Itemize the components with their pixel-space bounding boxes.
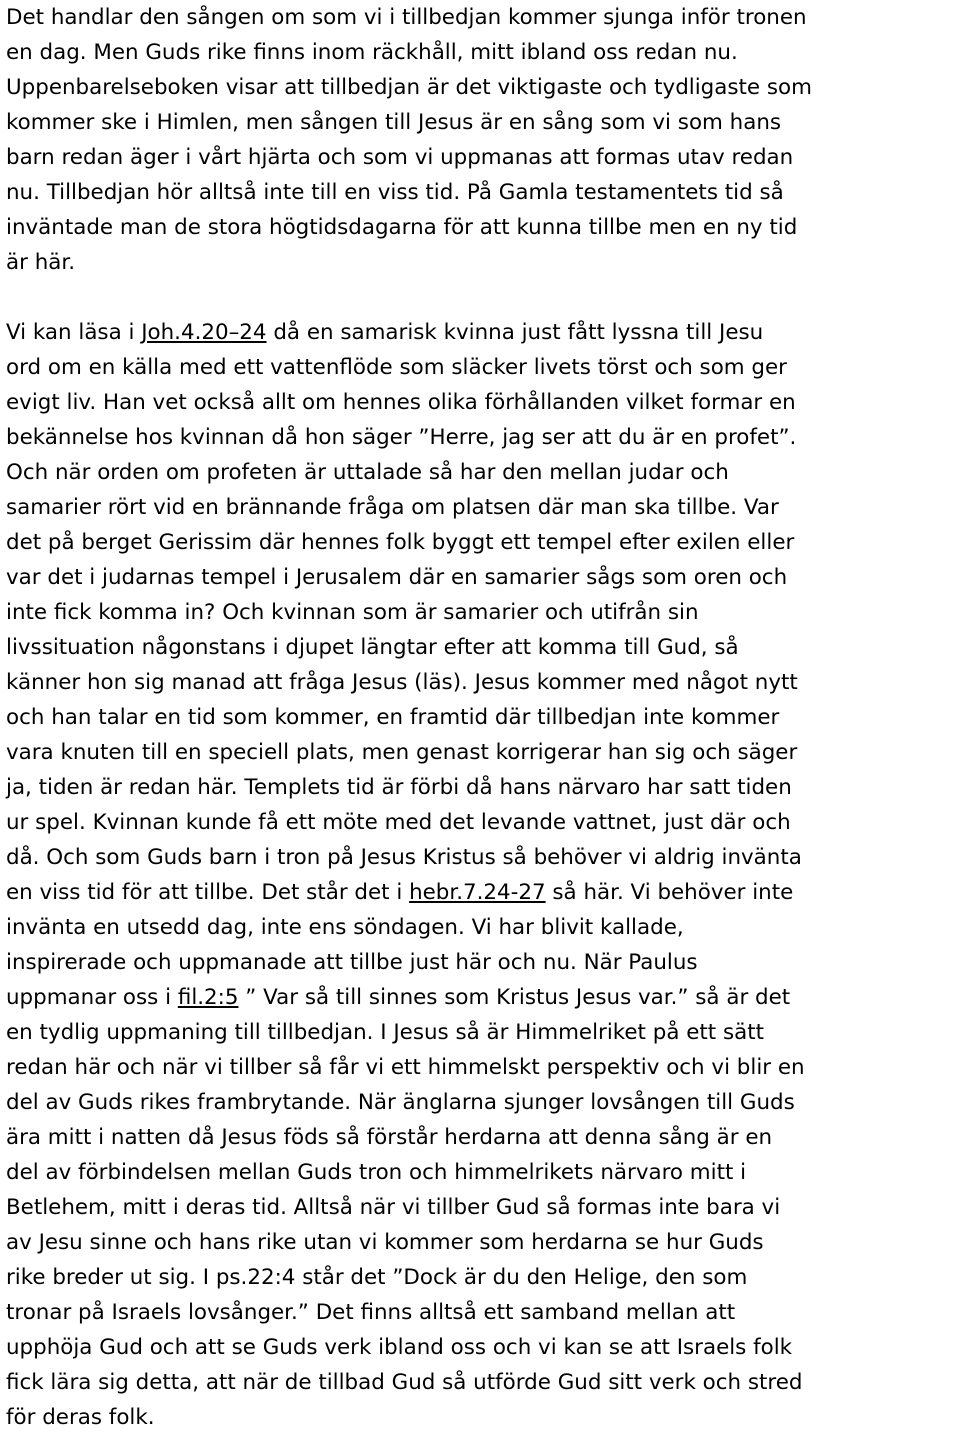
paragraph xyxy=(6,315,956,1435)
text-line xyxy=(6,35,956,70)
text-line xyxy=(6,210,956,245)
text-line xyxy=(6,805,956,840)
text-line xyxy=(6,1295,956,1330)
text-line xyxy=(6,980,956,1015)
bible-reference-link[interactable]: Joh.4.20–24 xyxy=(141,320,267,345)
text-line xyxy=(6,385,956,420)
text-segment: nu. Tillbedjan hör alltså inte till en viss tid. På Gamla testamentets tid så xyxy=(6,180,784,205)
text-line xyxy=(6,1015,956,1050)
text-segment: en tydlig uppmaning till tillbedjan. I Jesus så är Himmelriket på ett sätt xyxy=(6,1020,764,1045)
text-line xyxy=(6,700,956,735)
text-segment: så här. Vi behöver inte xyxy=(545,880,794,905)
text-segment: invänta en utsedd dag, inte ens söndagen. Vi har blivit kallade, xyxy=(6,915,684,940)
text-line xyxy=(6,1225,956,1260)
text-line xyxy=(6,910,956,945)
text-segment: Och när orden om profeten är uttalade så har den mellan judar och xyxy=(6,460,729,485)
text-line xyxy=(6,735,956,770)
text-line xyxy=(6,1190,956,1225)
text-segment: ja, tiden är redan här. Templets tid är förbi då hans närvaro har satt tiden xyxy=(6,775,792,800)
text-segment: då. Och som Guds barn i tron på Jesus Kristus så behöver vi aldrig inväntа xyxy=(6,845,802,870)
text-segment: fick lära sig detta, att när de tillbad Gud så utförde Gud sitt verk och stred xyxy=(6,1370,803,1395)
text-line xyxy=(6,420,956,455)
text-segment: upphöja Gud och att se Guds verk ibland oss och vi kan se att Israels folk xyxy=(6,1335,793,1360)
text-segment: känner hon sig manad att fråga Jesus (läs). Jesus kommer med något nytt xyxy=(6,670,798,695)
text-segment: av Jesu sinne och hans rike utan vi kommer som herdarna se hur Guds xyxy=(6,1230,764,1255)
text-line xyxy=(6,105,956,140)
text-segment: inte fick komma in? Och kvinnan som är samarier och utifrån sin xyxy=(6,600,699,625)
text-segment: del av Guds rikes frambrytande. När änglarna sjunger lovsången till Guds xyxy=(6,1090,795,1115)
text-segment: Uppenbarelseboken visar att tillbedjan är det viktigaste och tydligaste som xyxy=(6,75,812,100)
text-line xyxy=(6,560,956,595)
text-segment: kommer ske i Himlen, men sången till Jesus är en sång som vi som hans xyxy=(6,110,782,135)
text-segment: uppmanar oss i xyxy=(6,985,178,1010)
text-line xyxy=(6,875,956,910)
text-line xyxy=(6,455,956,490)
text-line xyxy=(6,1155,956,1190)
text-segment: och han talar en tid som kommer, en framtid där tillbedjan inte kommer xyxy=(6,705,780,730)
text-line xyxy=(6,665,956,700)
text-segment: för deras folk. xyxy=(6,1405,155,1430)
text-line xyxy=(6,1260,956,1295)
text-line xyxy=(6,490,956,525)
text-segment: redan här och när vi tillber så får vi ett himmelskt perspektiv och vi blir en xyxy=(6,1055,805,1080)
text-line xyxy=(6,630,956,665)
text-line xyxy=(6,1120,956,1155)
text-segment: evigt liv. Han vet också allt om hennes olika förhållanden vilket formar en xyxy=(6,390,796,415)
text-line xyxy=(6,1365,956,1400)
text-line xyxy=(6,315,956,350)
text-line xyxy=(6,175,956,210)
text-segment: vara knuten till en speciell plats, men genast korrigerar han sig och säger xyxy=(6,740,798,765)
text-segment: ära mitt i natten då Jesus föds så förstår herdarna att denna sång är en xyxy=(6,1125,773,1150)
bible-reference-link[interactable]: fil.2:5 xyxy=(177,985,239,1010)
text-segment: livssituation någonstans i djupet längtar efter att komma till Gud, så xyxy=(6,635,739,660)
text-segment: ” Var så till sinnes som Kristus Jesus var.” så är det xyxy=(238,985,791,1010)
text-segment: del av förbindelsen mellan Guds tron och himmelrikets närvaro mitt i xyxy=(6,1160,747,1185)
text-segment: bekännelse hos kvinnan då hon säger ”Herre, jag ser att du är en profet”. xyxy=(6,425,797,450)
bible-reference-link[interactable]: hebr.7.24-27 xyxy=(409,880,546,905)
document-body xyxy=(6,0,956,1435)
text-segment: en viss tid för att tillbe. Det står det i xyxy=(6,880,410,905)
text-line xyxy=(6,770,956,805)
text-segment: samarier rört vid en brännande fråga om platsen där man ska tillbe. Var xyxy=(6,495,779,520)
text-segment: är här. xyxy=(6,250,75,275)
paragraph xyxy=(6,0,956,280)
text-segment: en dag. Men Guds rike finns inom räckhåll, mitt ibland oss redan nu. xyxy=(6,40,738,65)
text-line xyxy=(6,70,956,105)
text-segment: ord om en källa med ett vattenflöde som släcker livets törst och som ger xyxy=(6,355,787,380)
text-line xyxy=(6,525,956,560)
text-line xyxy=(6,1050,956,1085)
text-segment: då en samarisk kvinna just fått lyssna till Jesu xyxy=(266,320,764,345)
text-line xyxy=(6,0,956,35)
text-segment: ur spel. Kvinnan kunde få ett möte med det levande vattnet, just där och xyxy=(6,810,791,835)
text-segment: Det handlar den sången om som vi i tillbedjan kommer sjunga inför tronen xyxy=(6,5,807,30)
text-segment: inspirerade och uppmanade att tillbe just här och nu. När Paulus xyxy=(6,950,698,975)
text-segment: barn redan äger i vårt hjärta och som vi uppmanas att formas utav redan xyxy=(6,145,794,170)
text-segment: Vi kan läsa i xyxy=(6,320,142,345)
text-line xyxy=(6,350,956,385)
text-line xyxy=(6,245,956,280)
text-line xyxy=(6,945,956,980)
text-segment: det på berget Gerissim där hennes folk byggt ett tempel efter exilen eller xyxy=(6,530,795,555)
text-segment: inväntade man de stora högtidsdagarna för att kunna tillbe men en ny tid xyxy=(6,215,798,240)
text-line xyxy=(6,840,956,875)
text-segment: var det i judarnas tempel i Jerusalem där en samarier sågs som oren och xyxy=(6,565,788,590)
text-line xyxy=(6,595,956,630)
text-line xyxy=(6,1400,956,1435)
text-segment: rike breder ut sig. I ps.22:4 står det ”Dock är du den Helige, den som xyxy=(6,1265,748,1290)
text-segment: Betlehem, mitt i deras tid. Alltså när vi tillber Gud så formas inte bara vi xyxy=(6,1195,781,1220)
text-line xyxy=(6,1085,956,1120)
text-line xyxy=(6,1330,956,1365)
text-line xyxy=(6,140,956,175)
text-segment: tronar på Israels lovsånger.” Det finns alltså ett samband mellan att xyxy=(6,1300,736,1325)
